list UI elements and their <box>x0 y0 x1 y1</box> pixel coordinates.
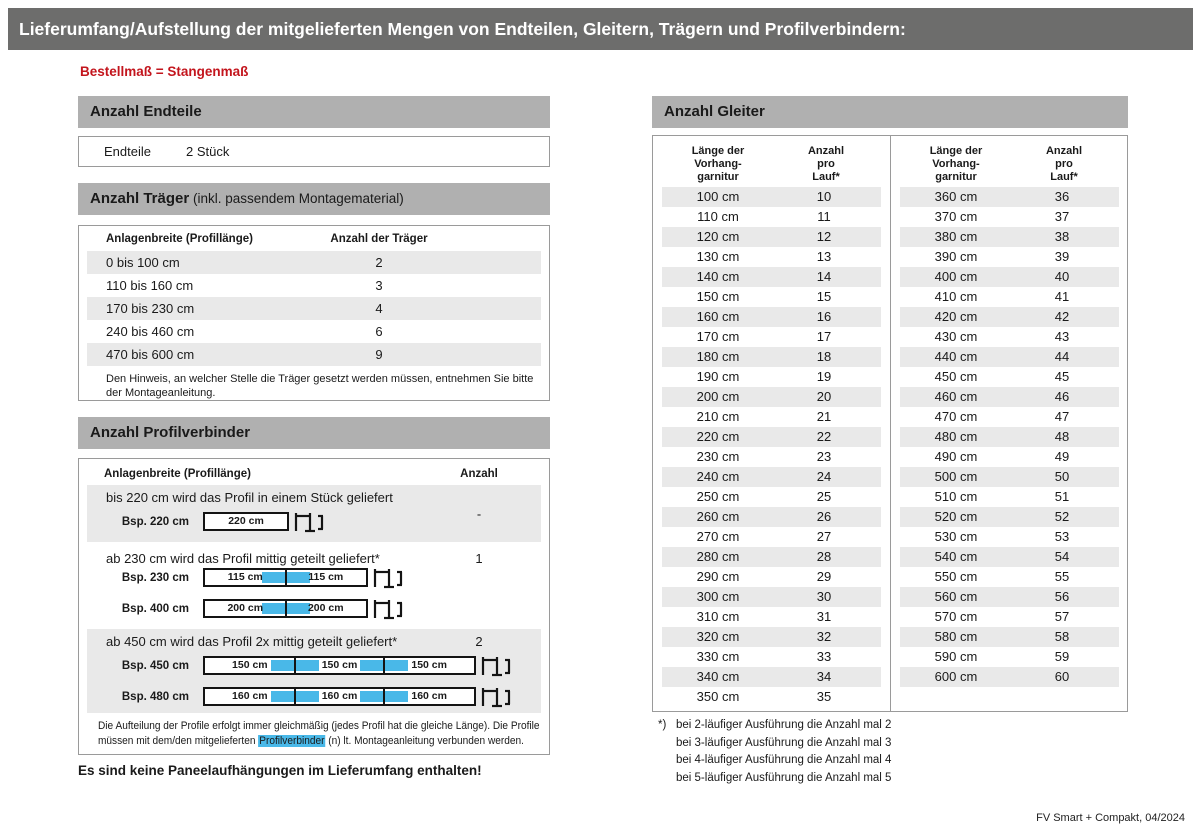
gleiter-footnote-line <box>658 735 891 753</box>
header-line: pro <box>817 158 835 170</box>
profile-example-row <box>87 687 541 706</box>
gleiter-count-value: 49 <box>1054 449 1070 464</box>
traeger-range-value: 110 bis 160 cm <box>106 278 194 293</box>
gleiter-row <box>900 567 1119 587</box>
gleiter-length-value: 350 cm <box>696 689 740 704</box>
order-measure-note: Bestellmaß = Stangenmaß <box>80 64 249 79</box>
gleiter-count-value: 35 <box>816 689 832 704</box>
traeger-col-width-header: Anlagenbreite (Profillänge) <box>106 233 253 245</box>
gleiter-count-value: 48 <box>1054 429 1070 444</box>
profile-segment-label: 115 cm <box>227 571 263 583</box>
header-line: Anzahl <box>1045 145 1083 157</box>
gleiter-length-value: 200 cm <box>696 389 740 404</box>
profile-bar <box>203 656 476 675</box>
gleiter-count-value: 27 <box>816 529 832 544</box>
gleiter-length-value: 460 cm <box>934 389 978 404</box>
header-line: garnitur <box>697 171 739 183</box>
gleiter-count-value: 36 <box>1054 189 1070 204</box>
gleiter-row <box>662 667 881 687</box>
traeger-row <box>87 274 541 297</box>
gleiter-length-value: 230 cm <box>696 449 740 464</box>
profilverbinder-note <box>98 719 558 749</box>
gleiter-length-value: 500 cm <box>934 469 978 484</box>
traeger-range-value: 0 bis 100 cm <box>106 255 180 270</box>
traeger-range-value: 240 bis 460 cm <box>106 324 195 339</box>
header-line: Länge der <box>929 145 983 157</box>
gleiter-table-right <box>891 136 1128 711</box>
gleiter-table-left <box>653 136 890 711</box>
profile-bar <box>203 599 368 618</box>
traeger-row <box>87 251 541 274</box>
gleiter-footnote-line <box>658 752 891 770</box>
gleiter-count-value: 58 <box>1054 629 1070 644</box>
profilverbinder-block <box>87 546 541 626</box>
header-line: garnitur <box>935 171 977 183</box>
gleiter-row <box>662 607 881 627</box>
gleiter-count-value: 46 <box>1054 389 1070 404</box>
example-label: Bsp. 450 cm <box>121 659 189 672</box>
gleiter-count-value: 29 <box>816 569 832 584</box>
gleiter-count-value: 43 <box>1054 329 1070 344</box>
gleiter-row <box>900 247 1119 267</box>
gleiter-col-length-header <box>663 145 773 184</box>
traeger-count-value: 3 <box>375 278 383 293</box>
gleiter-row <box>900 607 1119 627</box>
endteile-value: 2 Stück <box>186 144 230 159</box>
traeger-count-value: 9 <box>375 347 383 362</box>
gleiter-count-value: 31 <box>816 609 832 624</box>
note-text-before: Die Aufteilung der Profile erfolgt immer gleichmäßig (jedes Profil hat die gleiche Länge). Die Profile müssen mit dem/den mitgelieferten <box>98 720 540 747</box>
endteile-box <box>78 136 550 167</box>
gleiter-count-value: 10 <box>816 189 832 204</box>
gleiter-row <box>662 387 881 407</box>
profile-segment-label: 200 cm <box>227 602 264 614</box>
profile-bar <box>203 687 476 706</box>
gleiter-count-value: 50 <box>1054 469 1070 484</box>
gleiter-length-value: 540 cm <box>934 549 978 564</box>
profile-joint-line <box>285 570 287 585</box>
section-header-profilverbinder <box>78 417 550 449</box>
gleiter-length-value: 480 cm <box>934 429 978 444</box>
gleiter-row <box>662 447 881 467</box>
gleiter-row <box>662 367 881 387</box>
gleiter-count-value: 33 <box>816 649 832 664</box>
gleiter-length-value: 130 cm <box>696 249 740 264</box>
page-title: Lieferumfang/Aufstellung der mitgelieferten Mengen von Endteilen, Gleitern, Trägern und Profilverbindern: <box>19 19 906 39</box>
footnote-text: bei 2-läufiger Ausführung die Anzahl mal 2 <box>676 719 892 731</box>
profilverbinder-count-value: 2 <box>475 634 483 649</box>
profile-segment-label: 150 cm <box>411 659 447 671</box>
profile-segment-label: 115 cm <box>308 571 344 583</box>
gleiter-length-value: 550 cm <box>934 569 978 584</box>
profile-segment-label: 160 cm <box>232 690 268 702</box>
gleiter-count-value: 32 <box>816 629 832 644</box>
gleiter-row <box>900 287 1119 307</box>
gleiter-length-value: 490 cm <box>934 449 978 464</box>
profile-segment-label: 150 cm <box>232 659 268 671</box>
gleiter-length-value: 330 cm <box>696 649 740 664</box>
gleiter-col-count-header <box>776 145 876 184</box>
gleiter-length-value: 100 cm <box>696 189 740 204</box>
gleiter-row <box>900 447 1119 467</box>
gleiter-row <box>900 487 1119 507</box>
gleiter-count-value: 16 <box>816 309 832 324</box>
gleiter-row <box>900 587 1119 607</box>
traeger-count-value: 2 <box>375 255 383 270</box>
gleiter-row <box>662 427 881 447</box>
gleiter-row <box>662 627 881 647</box>
header-line: Lauf* <box>812 171 840 183</box>
gleiter-row <box>662 407 881 427</box>
gleiter-row <box>900 307 1119 327</box>
traeger-count-value: 6 <box>375 324 383 339</box>
profile-segment-label: 160 cm <box>321 690 358 702</box>
header-line: pro <box>1055 158 1073 170</box>
profile-bar <box>203 568 368 587</box>
profilverbinder-rule-text: ab 230 cm wird das Profil mittig geteilt geliefert* <box>106 551 380 566</box>
gleiter-count-value: 19 <box>816 369 832 384</box>
gleiter-length-value: 360 cm <box>934 189 978 204</box>
gleiter-row <box>900 387 1119 407</box>
gleiter-length-value: 510 cm <box>934 489 978 504</box>
gleiter-row <box>662 567 881 587</box>
gleiter-length-value: 370 cm <box>934 209 978 224</box>
gleiter-count-value: 34 <box>816 669 832 684</box>
header-line: Vorhang- <box>694 158 742 170</box>
gleiter-length-value: 190 cm <box>696 369 740 384</box>
gleiter-count-value: 53 <box>1054 529 1070 544</box>
gleiter-row <box>900 227 1119 247</box>
profile-joint-line <box>383 658 385 673</box>
gleiter-row <box>900 187 1119 207</box>
gleiter-count-value: 39 <box>1054 249 1070 264</box>
gleiter-count-value: 21 <box>816 409 832 424</box>
profile-end-icon <box>373 598 403 620</box>
profile-end-icon <box>481 686 511 708</box>
gleiter-count-value: 37 <box>1054 209 1070 224</box>
gleiter-row <box>900 347 1119 367</box>
gleiter-table <box>652 135 1128 712</box>
gleiter-length-value: 290 cm <box>696 569 740 584</box>
gleiter-length-value: 210 cm <box>696 409 740 424</box>
traeger-row <box>87 320 541 343</box>
section-title-traeger-suffix: (inkl. passendem Montagematerial) <box>189 191 404 206</box>
gleiter-count-value: 40 <box>1054 269 1070 284</box>
gleiter-row <box>900 667 1119 687</box>
gleiter-length-value: 520 cm <box>934 509 978 524</box>
gleiter-row <box>662 307 881 327</box>
gleiter-row <box>662 587 881 607</box>
endteile-label: Endteile <box>104 144 151 159</box>
traeger-row <box>87 343 541 366</box>
gleiter-length-value: 390 cm <box>934 249 978 264</box>
gleiter-count-value: 24 <box>816 469 832 484</box>
traeger-table <box>78 225 550 401</box>
gleiter-length-value: 180 cm <box>696 349 740 364</box>
footnote-marker: *) <box>658 719 667 731</box>
gleiter-count-value: 20 <box>816 389 832 404</box>
gleiter-row <box>662 227 881 247</box>
gleiter-count-value: 17 <box>816 329 832 344</box>
gleiter-row <box>662 187 881 207</box>
profile-segment-label: 150 cm <box>321 659 358 671</box>
gleiter-footnote-line <box>658 717 891 735</box>
profilverbinder-rule-text: ab 450 cm wird das Profil 2x mittig geteilt geliefert* <box>106 634 398 649</box>
gleiter-row <box>662 487 881 507</box>
gleiter-count-value: 38 <box>1054 229 1070 244</box>
gleiter-length-value: 470 cm <box>934 409 978 424</box>
section-title-profilverbinder: Anzahl Profilverbinder <box>90 424 251 441</box>
gleiter-length-value: 560 cm <box>934 589 978 604</box>
gleiter-length-value: 170 cm <box>696 329 740 344</box>
gleiter-count-value: 23 <box>816 449 832 464</box>
gleiter-count-value: 57 <box>1054 609 1070 624</box>
footnote-text: bei 4-läufiger Ausführung die Anzahl mal 4 <box>676 754 892 766</box>
gleiter-row <box>662 327 881 347</box>
gleiter-count-value: 18 <box>816 349 832 364</box>
example-label: Bsp. 220 cm <box>121 515 189 528</box>
traeger-count-value: 4 <box>375 301 383 316</box>
gleiter-count-value: 42 <box>1054 309 1070 324</box>
example-label: Bsp. 400 cm <box>121 602 189 615</box>
gleiter-count-value: 56 <box>1054 589 1070 604</box>
gleiter-length-value: 320 cm <box>696 629 740 644</box>
gleiter-row <box>662 527 881 547</box>
traeger-rows <box>79 251 549 366</box>
profile-end-icon <box>294 511 324 533</box>
section-title-traeger: Anzahl Träger <box>90 190 190 207</box>
profile-joint-line <box>294 658 296 673</box>
profile-example-row <box>87 656 541 675</box>
gleiter-length-value: 260 cm <box>696 509 740 524</box>
gleiter-length-value: 160 cm <box>696 309 740 324</box>
gleiter-row <box>900 427 1119 447</box>
gleiter-footnote <box>658 717 891 787</box>
gleiter-row <box>900 267 1119 287</box>
gleiter-row <box>900 207 1119 227</box>
traeger-range-value: 170 bis 230 cm <box>106 301 195 316</box>
gleiter-col-length-header <box>901 145 1011 184</box>
gleiter-length-value: 380 cm <box>934 229 978 244</box>
gleiter-length-value: 450 cm <box>934 369 978 384</box>
gleiter-length-value: 400 cm <box>934 269 978 284</box>
gleiter-row <box>662 267 881 287</box>
section-header-traeger <box>78 183 550 215</box>
profile-joint-line <box>383 689 385 704</box>
gleiter-length-value: 600 cm <box>934 669 978 684</box>
gleiter-footnote-line <box>658 770 891 788</box>
traeger-col-count-header: Anzahl der Träger <box>330 233 428 245</box>
gleiter-length-value: 580 cm <box>934 629 978 644</box>
gleiter-count-value: 15 <box>816 289 832 304</box>
footnote-text: bei 3-läufiger Ausführung die Anzahl mal 3 <box>676 736 892 749</box>
gleiter-count-value: 12 <box>816 229 832 244</box>
gleiter-header-row <box>653 136 890 187</box>
gleiter-count-value: 28 <box>816 549 832 564</box>
profile-joint-line <box>294 689 296 704</box>
footnote-text: bei 5-läufiger Ausführung die Anzahl mal 5 <box>676 771 892 784</box>
gleiter-length-value: 140 cm <box>696 269 740 284</box>
traeger-note: Den Hinweis, an welcher Stelle die Träger gesetzt werden müssen, entnehmen Sie bitte der Montageanleitung. <box>106 373 534 399</box>
profile-segment-label: 160 cm <box>411 690 447 702</box>
profile-end-icon <box>481 655 511 677</box>
header-line: Vorhang- <box>932 158 980 170</box>
gleiter-row <box>900 467 1119 487</box>
gleiter-count-value: 41 <box>1054 289 1070 304</box>
gleiter-count-value: 26 <box>816 509 832 524</box>
example-label: Bsp. 230 cm <box>121 571 189 584</box>
gleiter-length-value: 120 cm <box>696 229 740 244</box>
profilverbinder-col-width-header: Anlagenbreite (Profillänge) <box>104 468 251 480</box>
gleiter-row <box>662 247 881 267</box>
header-line: Länge der <box>691 145 745 157</box>
gleiter-length-value: 220 cm <box>696 429 740 444</box>
page-title-bar <box>8 8 1193 50</box>
gleiter-count-value: 51 <box>1054 489 1070 504</box>
gleiter-length-value: 110 cm <box>697 209 739 224</box>
gleiter-count-value: 14 <box>816 269 832 284</box>
section-title-gleiter: Anzahl Gleiter <box>664 103 765 120</box>
profilverbinder-rule-text: bis 220 cm wird das Profil in einem Stück geliefert <box>106 490 393 505</box>
note-text-after: (n) lt. Montageanleitung verbunden werden. <box>325 735 524 747</box>
gleiter-length-value: 280 cm <box>696 549 740 564</box>
gleiter-row <box>900 367 1119 387</box>
gleiter-row <box>900 627 1119 647</box>
profile-bar <box>203 512 289 531</box>
note-highlight-profilverbinder: Profilverbinder <box>259 735 325 747</box>
gleiter-count-value: 47 <box>1054 409 1070 424</box>
profile-example-row <box>87 599 541 618</box>
gleiter-header-row <box>891 136 1128 187</box>
profile-joint-line <box>285 601 287 616</box>
gleiter-length-value: 530 cm <box>934 529 978 544</box>
gleiter-row <box>900 547 1119 567</box>
gleiter-length-value: 150 cm <box>696 289 740 304</box>
traeger-row <box>87 297 541 320</box>
section-title-endteile: Anzahl Endteile <box>90 103 202 120</box>
gleiter-count-value: 52 <box>1054 509 1070 524</box>
traeger-table-header <box>79 226 549 251</box>
gleiter-length-value: 240 cm <box>696 469 740 484</box>
gleiter-count-value: 44 <box>1054 349 1070 364</box>
gleiter-count-value: 11 <box>817 209 831 224</box>
gleiter-length-value: 300 cm <box>696 589 740 604</box>
gleiter-row <box>662 287 881 307</box>
gleiter-row <box>662 347 881 367</box>
document-footer: FV Smart + Compakt, 04/2024 <box>1036 812 1185 824</box>
gleiter-count-value: 25 <box>816 489 832 504</box>
gleiter-length-value: 410 cm <box>934 289 978 304</box>
gleiter-row <box>662 547 881 567</box>
gleiter-length-value: 430 cm <box>934 329 978 344</box>
gleiter-row <box>900 327 1119 347</box>
gleiter-length-value: 270 cm <box>696 529 740 544</box>
section-header-endteile <box>78 96 550 128</box>
gleiter-row <box>900 527 1119 547</box>
no-paneel-note: Es sind keine Paneelaufhängungen im Lieferumfang enthalten! <box>78 763 482 778</box>
gleiter-row <box>662 207 881 227</box>
profilverbinder-col-count-header: Anzahl <box>460 468 498 480</box>
gleiter-count-value: 30 <box>816 589 832 604</box>
gleiter-count-value: 54 <box>1054 549 1070 564</box>
profile-segment-label: 200 cm <box>307 602 344 614</box>
gleiter-count-value: 13 <box>816 249 832 264</box>
profilverbinder-block <box>87 629 541 713</box>
gleiter-length-value: 310 cm <box>696 609 740 624</box>
gleiter-row <box>662 687 881 707</box>
gleiter-length-value: 340 cm <box>696 669 740 684</box>
profilverbinder-block <box>87 485 541 542</box>
header-line: Lauf* <box>1050 171 1078 183</box>
gleiter-count-value: 59 <box>1054 649 1070 664</box>
profilverbinder-blocks <box>79 459 549 754</box>
traeger-range-value: 470 bis 600 cm <box>106 347 195 362</box>
gleiter-col-count-header <box>1014 145 1114 184</box>
gleiter-length-value: 420 cm <box>934 309 978 324</box>
example-label: Bsp. 480 cm <box>121 690 189 703</box>
gleiter-row <box>900 507 1119 527</box>
gleiter-count-value: 55 <box>1054 569 1070 584</box>
gleiter-length-value: 570 cm <box>934 609 978 624</box>
profile-segment-label: 220 cm <box>228 515 264 527</box>
header-line: Anzahl <box>807 145 845 157</box>
section-header-gleiter <box>652 96 1128 128</box>
profilverbinder-count-value: 1 <box>475 551 483 566</box>
gleiter-count-value: 22 <box>816 429 832 444</box>
gleiter-row <box>662 467 881 487</box>
profile-example-row <box>87 568 541 587</box>
profilverbinder-table <box>78 458 550 755</box>
gleiter-count-value: 45 <box>1054 369 1070 384</box>
gleiter-length-value: 590 cm <box>934 649 978 664</box>
gleiter-length-value: 440 cm <box>934 349 978 364</box>
gleiter-length-value: 250 cm <box>696 489 740 504</box>
gleiter-row <box>662 507 881 527</box>
gleiter-row <box>900 407 1119 427</box>
gleiter-row <box>900 647 1119 667</box>
profilverbinder-count-value: - <box>476 506 482 521</box>
gleiter-row <box>662 647 881 667</box>
profile-end-icon <box>373 567 403 589</box>
gleiter-count-value: 60 <box>1054 669 1070 684</box>
